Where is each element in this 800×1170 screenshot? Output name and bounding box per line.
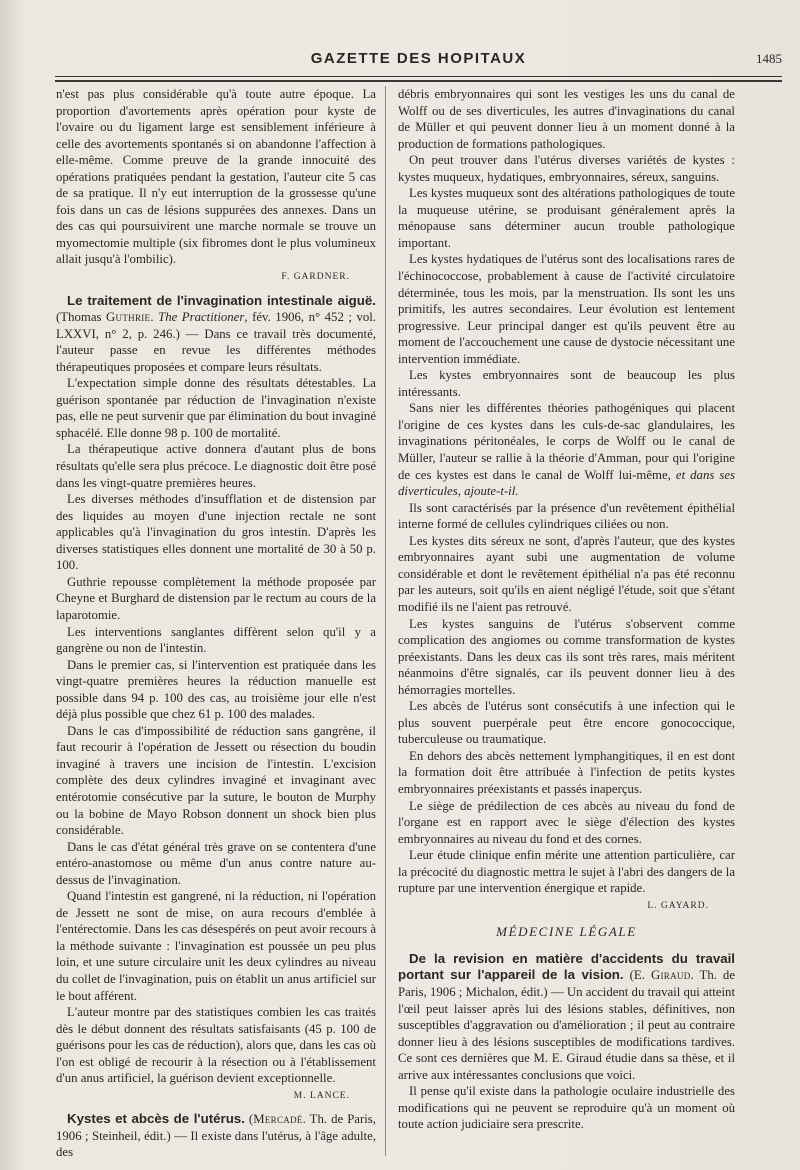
- paragraph: Quand l'intestin est gangrené, ni la réduction, ni l'opération de Jessett ne sont de mise, on aura recours d'emblée à l'entérectomie. Dans les cas désespérés on peut avoir recours à la méthode suivante : l'invagination est poussée un peu plus loin, et une suture circulaire unit les deux cylindres au niveau du collet de l'invagination, puis on établit un anus artificiel sur le bout afférent.: [56, 889, 376, 1003]
- author-signature: F. GARDNER.: [281, 272, 350, 283]
- paragraph: Les diverses méthodes d'insufflation et de distension par des liquides au moyen d'une injection rectale ne sont applicables qu'à l'invagination du gros intestin. D'après les diverses statistiques elles donnent une mortalité de 30 à 50 p. 100.: [56, 492, 376, 573]
- article-intro: [398, 951, 735, 1083]
- paragraph-text: Sans nier les différentes théories pathogéniques qui placent l'origine de ces kystes dans les culs-de-sac glandulaires, les invaginations péritonéales, le corps de Wolff ou le canal de Müller, l'auteur se rallie à la théorie d'Amman, pour qui l'origine de ces kystes est dans le canal de Wolff lui-même,: [398, 401, 735, 482]
- article-heading: Kystes et abcès de l'utérus.: [67, 1111, 245, 1127]
- paragraph: Les kystes hydatiques de l'utérus sont des localisations rares de l'échinococcose, probablement à cause de l'activité circulatoire déterminée, tous les mois, par la menstruation. Ils sont les uns primitifs, les autres secondaires. Leur évolution est lentement progressive. Leur principal danger est qu'ils peuvent être au moment de l'accouchement une cause de dystocie nécessitant une intervention immédiate.: [398, 252, 735, 366]
- left-column: [56, 86, 376, 1166]
- section-title: MÉDECINE LÉGALE: [496, 924, 637, 940]
- journal-title: GAZETTE DES HOPITAUX: [310, 50, 527, 67]
- column-divider: [385, 86, 386, 1156]
- reference-text: (E.: [623, 968, 651, 983]
- paragraph: Les kystes dits séreux ne sont, d'après l'auteur, que des kystes embryonnaires ayant subi une augmentation de volume considérable et dont le revêtement épithélial n'a pas été reconnu par les auteurs, soit qu'ils en aient négligé l'étude, soit que s'étant modifié ils ne l'aient pas retrouvé.: [398, 533, 735, 614]
- paragraph: Les kystes muqueux sont des altérations pathologiques de toute la muqueuse utérine, se produisant généralement après la ménopause sans déterminer aucun trouble pathologique important.: [398, 186, 735, 250]
- paragraph: Les kystes embryonnaires sont de beaucoup les plus intéressants.: [398, 368, 735, 399]
- paragraph: Il pense qu'il existe dans la pathologie oculaire industrielle des modifications qui ne peuvent se reproduire qu'à un moment où toute action judiciaire sera prescrite.: [398, 1084, 735, 1132]
- reference-text: . Th. de Paris, 1906 ; Steinheil, édit.) — Il existe dans l'utérus, à l'âge adulte, des: [56, 1112, 376, 1160]
- paragraph: L'auteur montre par des statistiques combien les cas traités dès le début donnent des résultats satisfaisants (45 p. 100 de guérisons pour les cas de réduction), alors que, dans les cas où l'on est obligé de recourir à la résection ou à l'établissement d'un anus artificiel, la guérison devient exceptionnelle.: [56, 1005, 376, 1086]
- page-header: [55, 44, 782, 70]
- paragraph: [398, 400, 735, 499]
- article-intro: [56, 293, 376, 376]
- paragraph: Le siège de prédilection de ces abcès au niveau du fond de l'organe est en rapport avec le siège d'élection des kystes embryonnaires au niveau du fond et des cornes.: [398, 798, 735, 846]
- article-intro: [56, 1111, 376, 1161]
- reference-text: (: [244, 1112, 254, 1127]
- right-column: [398, 86, 735, 1166]
- paragraph: Les kystes sanguins de l'utérus s'observent comme complication des angiomes ou comme transformation de kystes préexistants. Dans les deux cas ils sont très rares, mais méritent néanmoins d'être signalés, car ils peuvent donner lieu à des hémorragies mortelles.: [398, 616, 735, 697]
- article-heading: Le traitement de l'invagination intestinale aiguë.: [67, 292, 376, 308]
- header-rule-thick: [55, 80, 782, 82]
- italic-text: et dans ses diverticules, ajoute-t-il.: [398, 467, 735, 499]
- reference-journal: The Practitioner: [158, 310, 245, 325]
- reference-author: Mercadé: [253, 1112, 303, 1127]
- reference-text: (Thomas: [56, 310, 107, 325]
- paragraph: Leur étude clinique enfin mérite une attention particulière, car la précocité du diagnostic mettra le sujet à l'abri des dangers de la rupture par une intervention énergique et rapide.: [398, 848, 735, 896]
- reference-text: . Th. de Paris, 1906 ; Michalon, édit.) — Un accident du travail qui atteint l'œil peut laisser après lui des lésions stables, définitives, non susceptibles d'aggravation ou d'amélioration ; il peut au contraire donner lieu à des lésions susceptibles de modifications tardives. Ce sont ces dernières que M. E. Giraud étudie dans sa thèse, et il arrive aux intéressantes conclusions que voici.: [398, 968, 735, 1082]
- page-number: 1485: [756, 51, 782, 66]
- paragraph: Dans le premier cas, si l'intervention est pratiquée dans les vingt-quatre premières heures la réduction manuelle est possible dans 94 p. 100 des cas, au troisième jour elle n'est déjà plus possible que chez 61 p. 100 des malades.: [56, 657, 376, 722]
- author-signature: L. GAYARD.: [647, 900, 709, 911]
- paragraph: Ils sont caractérisés par la présence d'un revêtement épithélial interne formé de cellules cylindriques ciliées ou non.: [398, 500, 735, 532]
- paragraph: La thérapeutique active donnera d'autant plus de bons résultats qu'elle sera plus précoce. Le diagnostic doit être posé dans les vingt-quatre premières heures.: [56, 442, 376, 490]
- reference-text: .: [150, 310, 159, 325]
- paragraph: On peut trouver dans l'utérus diverses variétés de kystes : kystes muqueux, hydatiques, embryonnaires, séreux, sanguins.: [398, 153, 735, 184]
- paragraph: Les abcès de l'utérus sont consécutifs à une infection qui le plus souvent puerpérale peut être encore gonococcique, tuberculeuse ou traumatique.: [398, 699, 735, 747]
- paragraph: n'est pas plus considérable qu'à toute autre époque. La proportion d'avortements après opération pour kyste de l'ovaire ou du ligament large est sensiblement inférieure à celle des avortements spontanés si on abandonne l'affection à elle-même. Comme preuve de la grande innocuité des opérations pratiquées pendant la gestation, l'auteur cite 5 cas de sa pratique. Il n'y eut interruption de la grossesse qu'une fois dans un cas de lésions suppurées des annexes. Dans un des cas qui poursuivirent une marche normale se trouve un myomectomie multiple (six fibromes dont le plus volumineux allait jusqu'à l'ombilic).: [56, 87, 376, 267]
- paragraph: Guthrie repousse complètement la méthode proposée par Cheyne et Burghard de distension par le rectum au cours de la laparotomie.: [56, 574, 376, 622]
- reference-text: , fév. 1906, n° 452 ; vol. LXXVI, n° 2, p. 246.) — Dans ce travail très documenté, l'auteur passe en revue les différentes méthodes thérapeutiques proposées et compare leurs résultats.: [56, 310, 376, 374]
- author-signature: M. LANCE.: [293, 1090, 350, 1101]
- paragraph: Dans le cas d'état général très grave on se contentera d'une entéro-anastomose ou même d'un anus contre nature au-dessus de l'invagination.: [56, 839, 376, 887]
- reference-author: Giraud: [650, 968, 691, 983]
- paragraph: débris embryonnaires qui sont les vestiges les uns du canal de Wolff ou de ses diverticules, les autres d'invaginations du canal de Müller et qui peuvent donner lieu à un moment donné à la production de formations pathologiques.: [398, 87, 735, 151]
- paragraph: Les interventions sanglantes diffèrent selon qu'il y a gangrène ou non de l'intestin.: [56, 624, 376, 656]
- paragraph: L'expectation simple donne des résultats détestables. La guérison spontanée par réduction de l'invagination n'existe pas, elle ne peut survenir que par élimination du bout invaginé sphacélé. Elle donne 98 p. 100 de mortalité.: [56, 376, 376, 440]
- header-rule-thin: [55, 76, 782, 77]
- paragraph: En dehors des abcès nettement lymphangitiques, il en est dont la formation doit être attribuée à l'infection de petits kystes embryonnaires préexistants et passés inaperçus.: [398, 748, 735, 796]
- article-heading: De la revision en matière d'accidents du travail portant sur l'appareil de la vision.: [398, 950, 735, 983]
- reference-author: Guthrie: [106, 310, 151, 325]
- paragraph: Dans le cas d'impossibilité de réduction sans gangrène, il faut recourir à l'opération de Jessett ou résection du boudin invaginé à travers une incision de l'intestin. L'excision complète des deux cylindres invaginé et invaginant avec entérotomie consécutive par la suture, le bouton de Murphy ou la bobine de Mayo Robson donnent un shock bien plus considérable.: [56, 723, 376, 838]
